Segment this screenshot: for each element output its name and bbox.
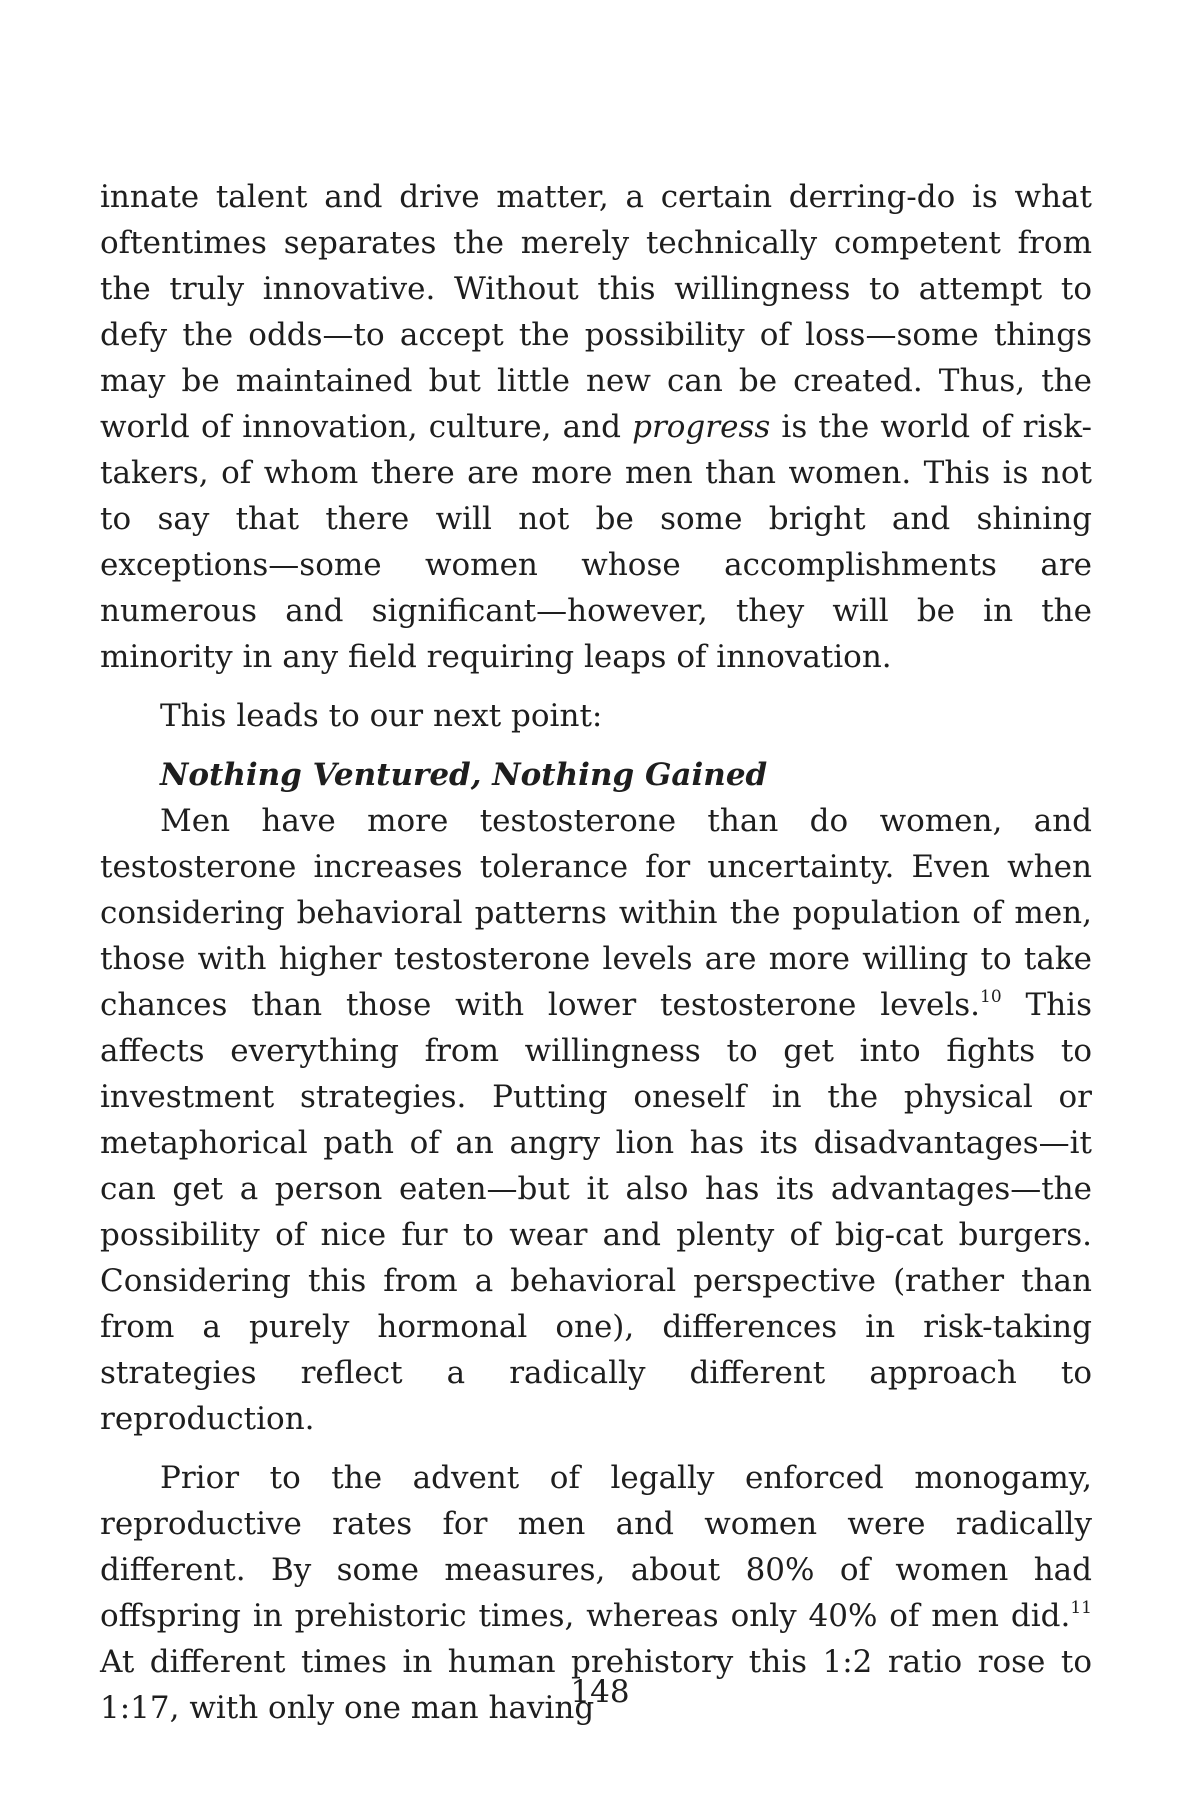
footnote-ref-10: 10 <box>980 987 1002 1007</box>
paragraph-innovation-text-start: innate talent and drive matter, a certain derring-do is what oftentimes separates the merely technically competent from the truly innovative. Without this willingness to attempt to defy the odds—to accept the possibility of loss—some things may be maintained but little new can be created. Thus, the world of innovation, culture, and <box>100 179 1092 445</box>
footnote-ref-11: 11 <box>1070 1598 1092 1618</box>
paragraph-reproduction-text-start: Prior to the advent of legally enforced monogamy, reproductive rates for men and women were radically different. By some measures, about 80% of women had offspring in prehistoric times, whereas only 40% of men did. <box>100 1460 1092 1634</box>
page-number: 148 <box>570 1674 630 1710</box>
page-body <box>100 174 1092 1731</box>
paragraph-next-point: This leads to our next point: <box>160 698 603 734</box>
paragraph-innovation <box>100 174 1092 680</box>
paragraph-testosterone-text-start: Men have more testosterone than do women, and testosterone increases tolerance for uncertainty. Even when considering behavioral patterns within the population of men, those with higher testosterone levels are more willing to take chances than those with lower testosterone levels. <box>100 803 1092 1023</box>
section-heading: Nothing Ventured, Nothing Gained <box>160 757 768 793</box>
paragraph-testosterone-text-end: This affects everything from willingness to get into fights to investment strategies. Putting oneself in the physical or metaphorical path of an angry lion has its disadvantages—it can get a person eaten—but it also has its advantages—the possibility of nice fur to wear and plenty of big-cat burgers. Considering this from a behavioral perspective (rather than from a purely hormonal one), differences in risk-taking strategies reflect a radically different approach to reproduction. <box>100 987 1092 1437</box>
paragraph-reproduction-text-end: At different times in human prehistory this 1:2 ratio rose to 1:17, with only one man having <box>100 1644 1092 1726</box>
paragraph-testosterone <box>100 798 1092 1442</box>
emphasis-progress: progress <box>632 409 771 445</box>
paragraph-innovation-text-end: is the world of risk-takers, of whom there are more men than women. This is not to say that there will not be some bright and shining exceptions—some women whose accomplishments are numerous and significant—however, they will be in the minority in any field requiring leaps of innovation. <box>100 409 1092 675</box>
